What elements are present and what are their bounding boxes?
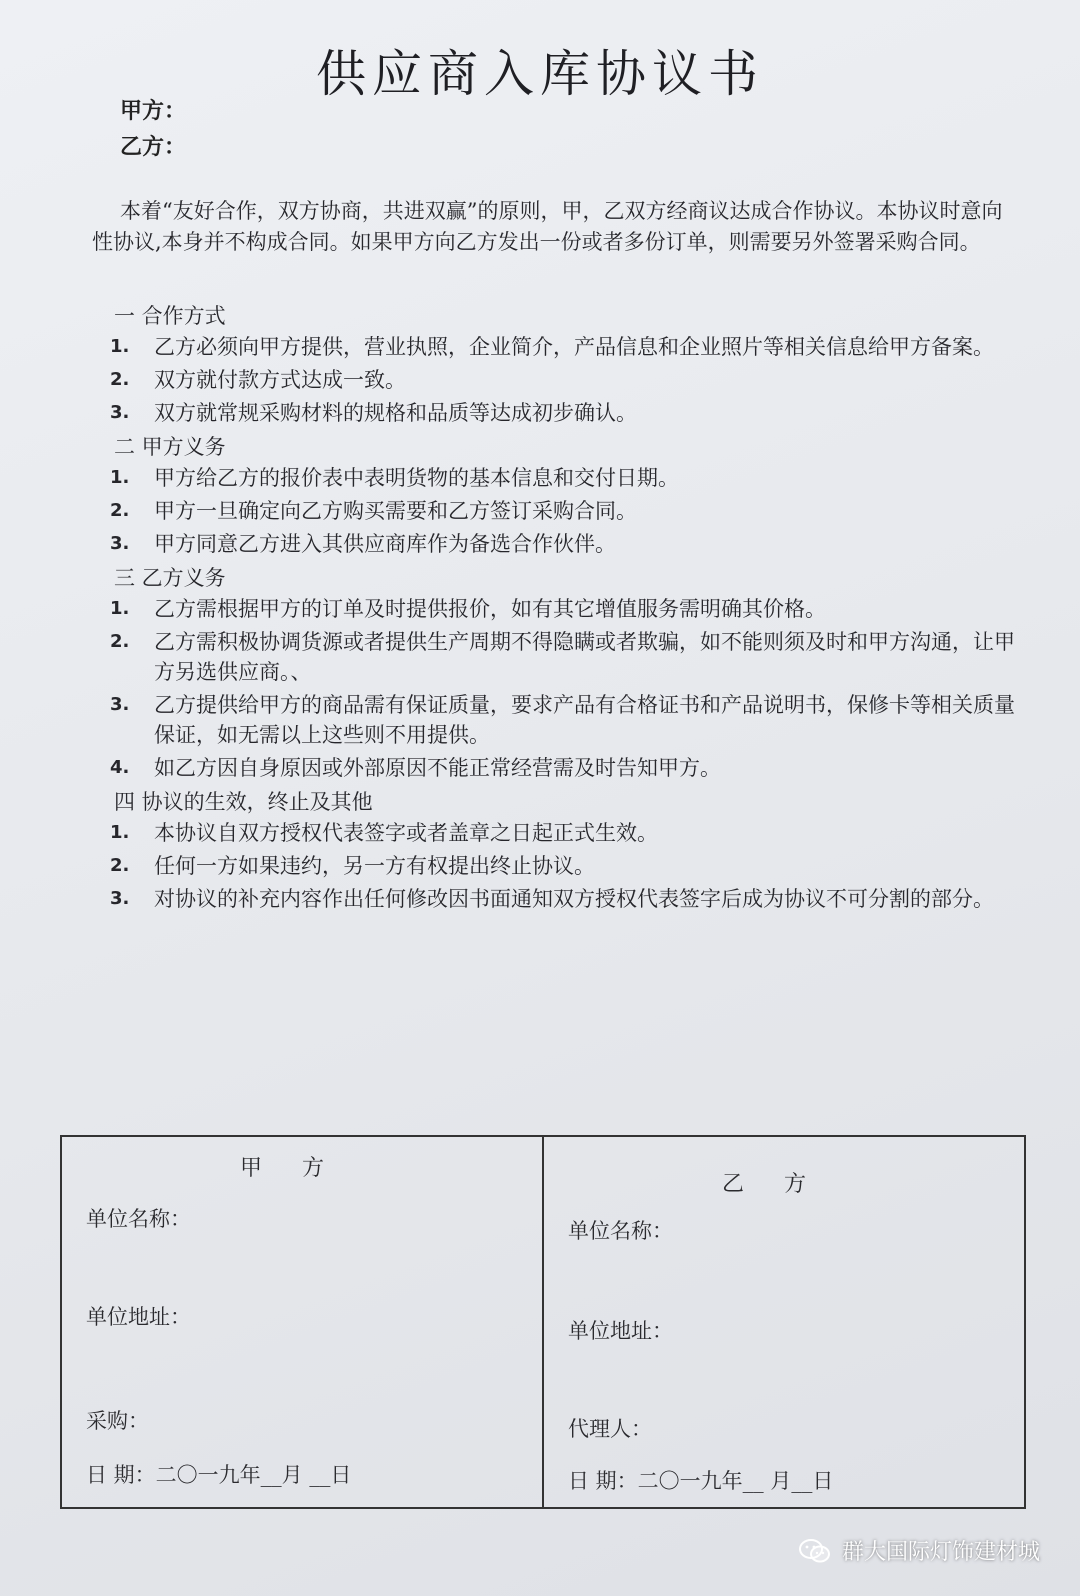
item-number: 2. xyxy=(110,500,130,521)
item-number: 1. xyxy=(110,598,130,619)
watermark-text: 群大国际灯饰建材城 xyxy=(841,1540,1040,1565)
list-item xyxy=(106,627,1026,687)
item-number: 1. xyxy=(110,467,130,488)
party-b-date-label: 日 期：二〇一九年__ 月__日 xyxy=(568,1469,834,1493)
item-text: 乙方需积极协调货源或者提供生产周期不得隐瞒或者欺骗，如不能则须及时和甲方沟通，让甲方另选供应商。、 xyxy=(154,630,1015,684)
item-text: 双方就常规采购材料的规格和品质等达成初步确认。 xyxy=(154,401,637,425)
list-item xyxy=(106,594,1026,624)
party-a-purchasing-label: 采购： xyxy=(86,1409,149,1433)
item-text: 乙方需根据甲方的订单及时提供报价，如有其它增值服务需明确其价格。 xyxy=(154,597,826,621)
section-party-b-duties xyxy=(106,562,1026,783)
watermark xyxy=(798,1535,1040,1566)
section-title: 一 合作方式 xyxy=(114,304,226,328)
list-item xyxy=(106,884,1026,914)
item-number: 1. xyxy=(110,822,130,843)
party-a-signature-column xyxy=(62,1137,542,1507)
party-a-label: 甲方： xyxy=(120,99,187,124)
section-party-a-duties xyxy=(106,431,1026,559)
list-item xyxy=(106,365,1026,395)
party-b-header: 乙方 xyxy=(721,1172,846,1197)
list-item xyxy=(106,463,1026,493)
party-a-unit-address-label: 单位地址： xyxy=(86,1305,191,1329)
list-item xyxy=(106,398,1026,428)
list-item xyxy=(106,851,1026,881)
item-number: 3. xyxy=(110,402,130,423)
document-title: 供应商入库协议书 xyxy=(316,45,764,103)
party-a-header: 甲方 xyxy=(239,1156,364,1181)
party-b-label: 乙方： xyxy=(120,135,187,160)
item-number: 3. xyxy=(110,533,130,554)
list-item xyxy=(106,818,1026,848)
item-number: 2. xyxy=(110,369,130,390)
party-a-date-label: 日 期：二〇一九年__月 __日 xyxy=(86,1463,352,1487)
list-item xyxy=(106,529,1026,559)
section-title: 三 乙方义务 xyxy=(114,566,226,590)
item-text: 对协议的补充内容作出任何修改因书面通知双方授权代表签字后成为协议不可分割的部分。 xyxy=(154,887,994,911)
party-b-unit-address-label: 单位地址： xyxy=(568,1319,673,1343)
list-item xyxy=(106,690,1026,750)
section-cooperation xyxy=(106,300,1026,428)
party-a-unit-name-label: 单位名称： xyxy=(86,1207,191,1231)
item-text: 如乙方因自身原因或外部原因不能正常经营需及时告知甲方。 xyxy=(154,756,721,780)
section-effectiveness xyxy=(106,786,1026,914)
item-number: 3. xyxy=(110,694,130,715)
list-item xyxy=(106,332,1026,362)
item-text: 甲方一旦确定向乙方购买需要和乙方签订采购合同。 xyxy=(154,499,637,523)
item-text: 双方就付款方式达成一致。 xyxy=(154,368,406,392)
item-number: 2. xyxy=(110,631,130,652)
section-title: 二 甲方义务 xyxy=(114,435,226,459)
item-number: 2. xyxy=(110,855,130,876)
list-item xyxy=(106,753,1026,783)
item-text: 乙方必须向甲方提供，营业执照，企业简介，产品信息和企业照片等相关信息给甲方备案。 xyxy=(154,335,994,359)
item-text: 乙方提供给甲方的商品需有保证质量，要求产品有合格证书和产品说明书，保修卡等相关质量保证，如无需以上这些则不用提供。 xyxy=(154,693,1015,747)
item-text: 本协议自双方授权代表签字或者盖章之日起正式生效。 xyxy=(154,821,658,845)
item-number: 3. xyxy=(110,888,130,909)
intro-paragraph: 本着“友好合作，双方协商，共进双赢”的原则，甲，乙双方经商议达成合作协议。本协议时意向性协议,本身并不构成合同。如果甲方向乙方发出一份或者多份订单，则需要另外签署采购合同。 xyxy=(92,199,1003,254)
party-b-unit-name-label: 单位名称： xyxy=(568,1219,673,1243)
party-b-agent-label: 代理人： xyxy=(568,1417,652,1441)
item-text: 甲方同意乙方进入其供应商库作为备选合作伙伴。 xyxy=(154,532,616,556)
item-text: 甲方给乙方的报价表中表明货物的基本信息和交付日期。 xyxy=(154,466,679,490)
item-number: 1. xyxy=(110,336,130,357)
list-item xyxy=(106,496,1026,526)
wechat-icon xyxy=(798,1537,832,1565)
section-title: 四 协议的生效，终止及其他 xyxy=(114,790,373,814)
item-text: 任何一方如果违约，另一方有权提出终止协议。 xyxy=(154,854,595,878)
item-number: 4. xyxy=(110,757,130,778)
clauses xyxy=(106,300,1026,917)
party-b-signature-column xyxy=(542,1137,1024,1507)
signature-table xyxy=(60,1135,1026,1509)
